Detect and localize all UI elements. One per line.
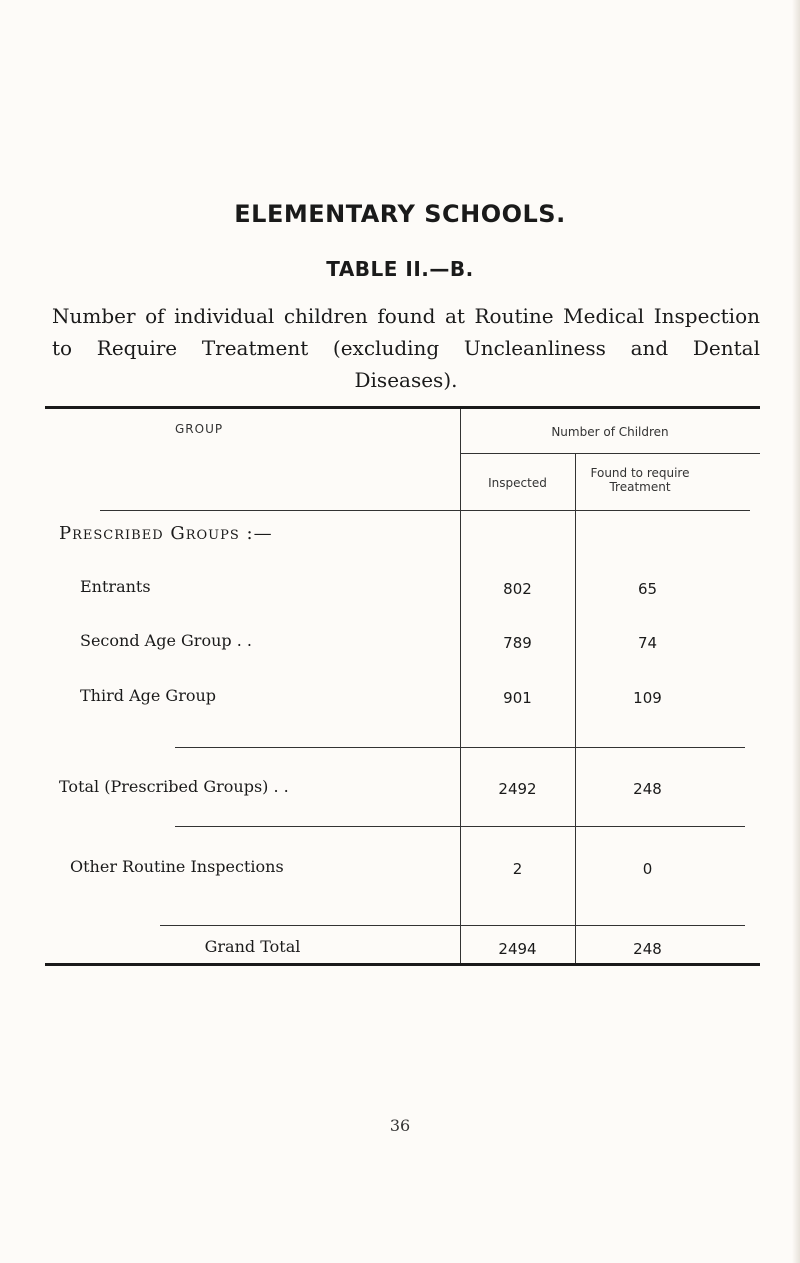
number-of-children-header: Number of Children bbox=[551, 425, 669, 439]
row-inspected-total-prescribed: 2492 bbox=[498, 780, 537, 798]
total-bottom-rule bbox=[175, 826, 745, 827]
header-subrule bbox=[460, 453, 760, 454]
row-treatment-entrants: 65 bbox=[637, 580, 658, 598]
row-treatment-total-prescribed: 248 bbox=[633, 780, 662, 798]
row-label-total-prescribed: Total (Prescribed Groups) . . bbox=[59, 777, 289, 796]
table-top-rule bbox=[45, 406, 760, 409]
row-treatment-grand-total: 248 bbox=[633, 940, 662, 958]
row-inspected-entrants: 802 bbox=[503, 580, 532, 598]
row-label-second-age: Second Age Group . . bbox=[80, 631, 252, 650]
table-label: TABLE II.—B. bbox=[326, 257, 474, 281]
header-bottom-rule bbox=[100, 510, 750, 511]
column-divider-2 bbox=[575, 453, 576, 963]
row-treatment-other-routine: 0 bbox=[642, 860, 653, 878]
page-title: ELEMENTARY SCHOOLS. bbox=[234, 200, 566, 228]
row-label-entrants: Entrants bbox=[80, 577, 151, 596]
row-inspected-third-age: 901 bbox=[503, 689, 532, 707]
column-divider-1 bbox=[460, 409, 461, 963]
page-edge bbox=[792, 0, 800, 1263]
intro-line-1: Number of individual children found at Routine Medical Inspection bbox=[52, 304, 760, 328]
row-inspected-grand-total: 2494 bbox=[498, 940, 537, 958]
table-bottom-rule bbox=[45, 963, 760, 966]
intro-paragraph bbox=[52, 300, 760, 396]
intro-line-2: to Require Treatment (excluding Uncleanliness and Dental bbox=[52, 336, 760, 360]
intro-line-3: Diseases). bbox=[354, 368, 458, 392]
treatment-header: Found to require Treatment bbox=[590, 466, 690, 494]
row-treatment-second-age: 74 bbox=[637, 634, 658, 652]
total-top-rule bbox=[175, 747, 745, 748]
section-label: Prescribed Groups :— bbox=[59, 523, 273, 544]
row-inspected-other-routine: 2 bbox=[512, 860, 523, 878]
inspected-header: Inspected bbox=[488, 476, 547, 490]
page-number: 36 bbox=[389, 1116, 411, 1135]
row-label-other-routine: Other Routine Inspections bbox=[70, 857, 284, 876]
row-treatment-third-age: 109 bbox=[633, 689, 662, 707]
row-label-grand-total: Grand Total bbox=[204, 937, 301, 956]
row-inspected-second-age: 789 bbox=[503, 634, 532, 652]
grand-total-top-rule bbox=[160, 925, 745, 926]
group-header: GROUP bbox=[175, 422, 224, 436]
row-label-third-age: Third Age Group bbox=[80, 686, 217, 705]
